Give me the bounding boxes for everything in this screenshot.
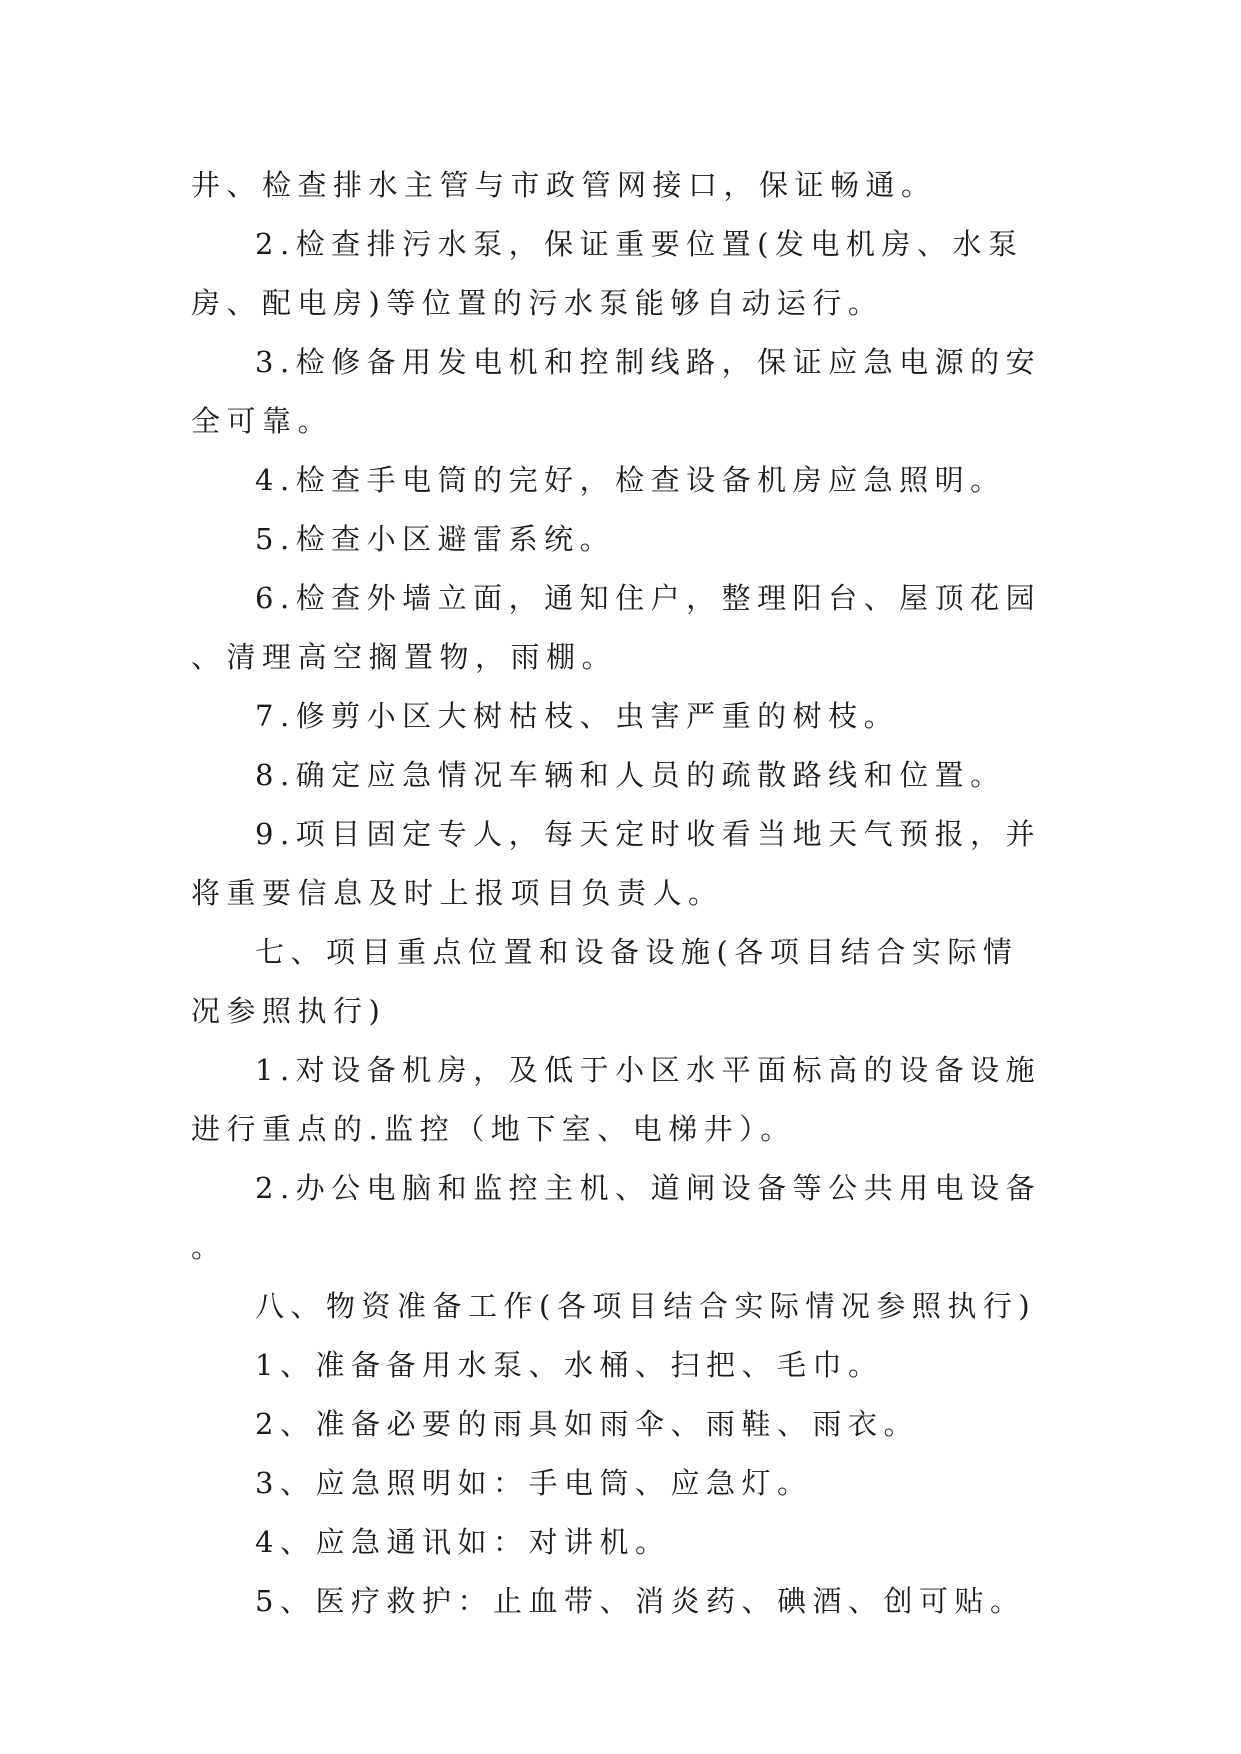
paragraph-item-9-weather: 9.项目固定专人，每天定时收看当地天气预报，并将重要信息及时上报项目负责人。 bbox=[191, 817, 1042, 910]
paragraph-item-4-flashlight: 4.检查手电筒的完好，检查设备机房应急照明。 bbox=[255, 463, 1006, 497]
paragraph-section8-item-4: 4、应急通讯如：对讲机。 bbox=[255, 1525, 671, 1559]
section-heading-7: 七、项目重点位置和设备设施(各项目结合实际情况参照执行) bbox=[191, 935, 1019, 1028]
paragraph-section8-item-1: 1、准备备用水泵、水桶、扫把、毛巾。 bbox=[255, 1348, 884, 1382]
paragraph-item-3-generator: 3.检修备用发电机和控制线路，保证应急电源的安全可靠。 bbox=[191, 345, 1042, 438]
paragraph-item-6-facade: 6.检查外墙立面，通知住户，整理阳台、屋顶花园、清理高空搁置物，雨棚。 bbox=[191, 581, 1042, 674]
paragraph-item-7-trees: 7.修剪小区大树枯枝、虫害严重的树枝。 bbox=[255, 699, 900, 733]
paragraph-section8-item-2: 2、准备必要的雨具如雨伞、雨鞋、雨衣。 bbox=[255, 1407, 919, 1441]
paragraph-section7-item-2: 2.办公电脑和监控主机、道闸设备等公共用电设备。 bbox=[191, 1171, 1042, 1264]
paragraph-section8-item-5: 5、医疗救护：止血带、消炎药、碘酒、创可贴。 bbox=[255, 1584, 1026, 1618]
document-body bbox=[191, 156, 1051, 1631]
paragraph-section8-item-3: 3、应急照明如：手电筒、应急灯。 bbox=[255, 1466, 813, 1500]
paragraph-section7-item-1: 1.对设备机房，及低于小区水平面标高的设备设施进行重点的.监控（地下室、电梯井）。 bbox=[191, 1053, 1042, 1146]
paragraph-item-2-drainage-pump: 2.检查排污水泵，保证重要位置(发电机房、水泵房、配电房)等位置的污水泵能够自动运行。 bbox=[191, 227, 1024, 320]
paragraph-item-5-lightning: 5.检查小区避雷系统。 bbox=[255, 522, 616, 556]
paragraph-continuation: 井、检查排水主管与市政管网接口，保证畅通。 bbox=[191, 168, 937, 202]
paragraph-item-8-evacuation: 8.确定应急情况车辆和人员的疏散路线和位置。 bbox=[255, 758, 1006, 792]
section-heading-8: 八、物资准备工作(各项目结合实际情况参照执行) bbox=[255, 1289, 1037, 1323]
